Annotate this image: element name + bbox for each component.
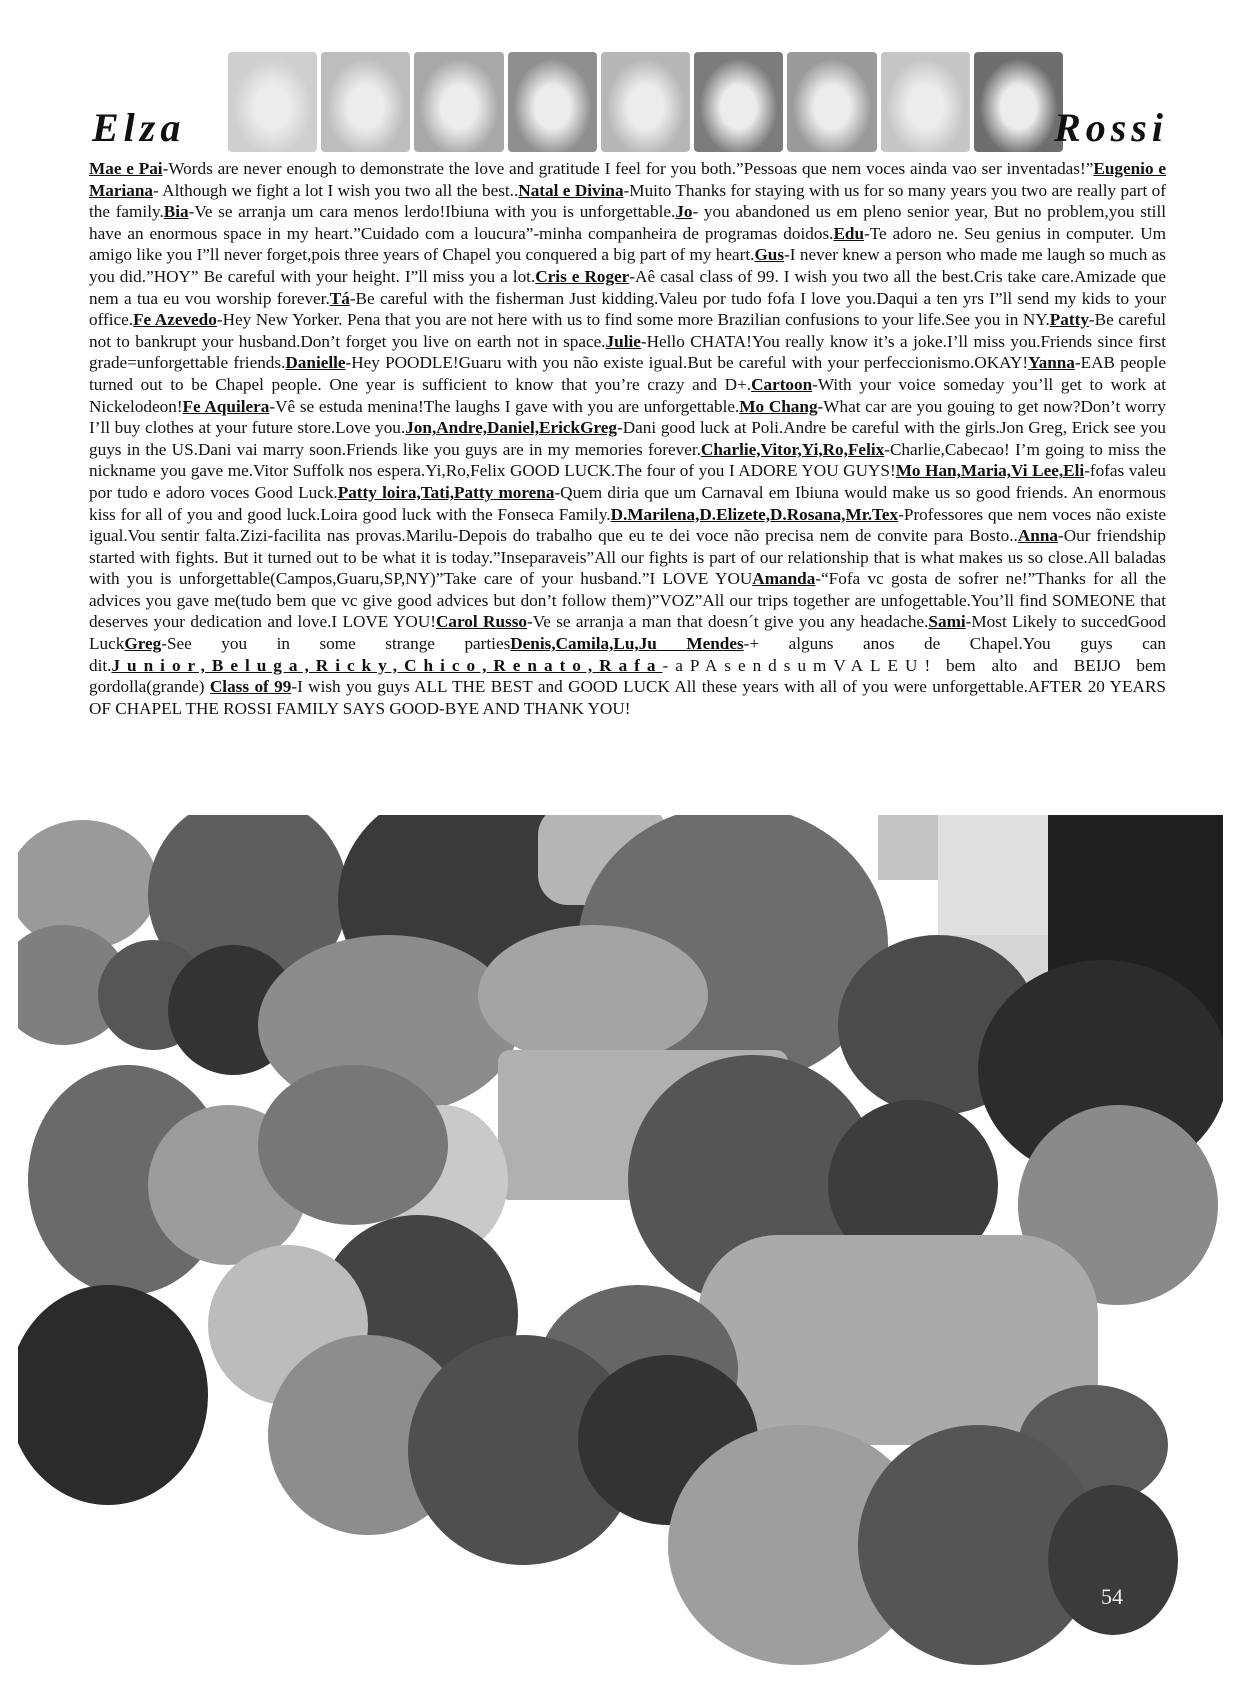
recipient-name: Jon,Andre,Daniel,ErickGreg <box>405 418 618 438</box>
photo <box>878 815 938 880</box>
recipient-name: Natal e Divina <box>518 180 624 200</box>
recipient-name: Cartoon <box>751 374 813 394</box>
recipient-name: Denis,Camila,Lu,Ju Mendes <box>510 634 744 654</box>
message-text: -fofas valeu por tudo e adoro voces Good Luck. <box>89 461 1166 502</box>
recipient-name: Tá <box>329 288 350 308</box>
recipient-name: Eugenio e Mariana <box>89 159 1166 200</box>
message-text: - you abandoned us em pleno senior year, But no problem,you still have an enormous space in my heart.”Cuidado com a loucura”-minha companheira de programas doidos. <box>89 202 1166 243</box>
message-text: -Charlie,Cabecao! I’m going to miss the nickname you gave me.Vitor Suffolk nos espera.Yi,Ro,Felix GOOD LUCK.The four of you I ADORE YOU GUYS! <box>89 439 1166 481</box>
recipient-name: Amanda <box>752 569 816 589</box>
recipient-name: Julie <box>605 331 641 351</box>
photo <box>1048 1485 1178 1635</box>
message-text: -Ve se arranja um cara menos lerdo!Ibiuna with you is unforgettable. <box>188 202 676 222</box>
spaced-names <box>111 656 924 675</box>
recipient-name: Cris e Roger <box>535 266 630 286</box>
baby-photo <box>694 52 783 152</box>
page-header <box>88 52 1168 152</box>
message-text: -Te adoro ne. Seu genius in computer. Um amigo like you I”ll never forget,pois three years of Chapel you conquered a big part of my heart. <box>89 223 1166 265</box>
closing-text: -I wish you guys ALL THE BEST and GOOD LUCK All these years with all of you were unforgettable.AFTER 20 YEARS OF CHAPEL THE ROSSI FAMILY SAYS GOOD-BYE AND THANK YOU! <box>89 677 1166 718</box>
message-text: -Professores que nem voces não existe igual.Vou sentir falta.Zizi-facilita nas provas.Marilu-Depois do trabalho que eu te dei voce não precisa nem de convite para Bosto.. <box>89 504 1166 546</box>
class-name: Class of 99 <box>209 677 292 697</box>
recipient-name: Gus <box>754 245 785 265</box>
recipient-name: Sami <box>928 612 966 632</box>
baby-photo <box>881 52 970 152</box>
baby-photo <box>508 52 597 152</box>
photo <box>18 1285 208 1505</box>
dedication-letter <box>89 158 1166 806</box>
letter-segments <box>89 159 1166 675</box>
recipient-name: Edu <box>833 223 865 243</box>
baby-photo <box>321 52 410 152</box>
letter-paragraph <box>89 158 1166 719</box>
message-text: -Hey POODLE!Guaru with you não existe igual.But be careful with your perfeccionismo.OKAY! <box>345 353 1029 373</box>
photo <box>478 925 708 1065</box>
baby-photo <box>974 52 1063 152</box>
message-text: -Ve se arranja a man that doesn´t give you any headache. <box>526 612 929 632</box>
first-name: Elza <box>92 105 186 150</box>
message-text: -What car are you gouing to get now?Don’t worry I’ll buy clothes at your future store.Love you. <box>89 396 1166 438</box>
after-spaced-text: ! bem alto and BEIJO bem gordolla(grande) <box>89 655 1166 697</box>
recipient-name: Mo Chang <box>739 396 818 416</box>
page-number: 54 <box>1101 1584 1123 1609</box>
message-text: -Quem diria que um Carnaval em Ibiuna would make us so good friends. An enormous kiss for all of you and good luck.Loira good luck with the Fonseca Family. <box>89 482 1166 524</box>
message-text: -Aê casal class of 99. I wish you two all the best.Cris take care.Amizade que nem a tua eu vou worship forever. <box>89 266 1166 308</box>
spaced-names-text: Junior,Beluga,Ricky,Chico,Renato,Rafa <box>111 655 663 675</box>
spaced-tail: -aPAsendsumVALEU <box>662 655 925 675</box>
message-text: -See you in some strange parties <box>161 634 511 654</box>
baby-photo <box>414 52 503 152</box>
baby-photo <box>601 52 690 152</box>
photo <box>258 1065 448 1225</box>
message-text: -Hey New Yorker. Pena that you are not here with us to find some more Brazilian confusions to your life.See you in NY. <box>216 310 1050 330</box>
message-text: - Although we fight a lot I wish you two all the best.. <box>152 180 519 200</box>
recipient-name: D.Marilena,D.Elizete,D.Rosana,Mr.Tex <box>610 504 899 524</box>
message-text: -Muito Thanks for staying with us for so many years you two are really part of the family. <box>89 180 1166 222</box>
recipient-name: Carol Russo <box>435 612 527 632</box>
photo-collage <box>18 815 1223 1670</box>
recipient-name: Greg <box>124 634 162 654</box>
message-text: -Hello CHATA!You really know it’s a joke.I’ll miss you.Friends since first grade=unforgettable friends. <box>89 331 1166 373</box>
photo <box>938 815 1048 935</box>
message-text: -+ alguns anos de Chapel.You guys can dit. <box>89 634 1166 675</box>
recipient-name: Bia <box>163 202 189 222</box>
message-text: -Most Likely to succedGood Luck <box>89 612 1166 654</box>
recipient-name: Patty <box>1049 310 1089 330</box>
message-text: -EAB people turned out to be Chapel people. One year is sufficient to know that you’re crazy and D+. <box>89 353 1166 394</box>
yearbook-label: Yearbook 99 <box>46 1581 166 1607</box>
message-text: -Dani good luck at Poli.Andre be careful with the girls.Jon Greg, Erick see you guys in the US.Dani vai marry soon.Friends like you guys are in my memories forever. <box>89 418 1166 459</box>
recipient-name: Fe Aquilera <box>182 396 270 416</box>
baby-photo <box>228 52 317 152</box>
last-name: Rossi <box>1054 105 1168 150</box>
message-text: -With your voice someday you’ll get to work at Nickelodeon! <box>89 374 1166 416</box>
message-text: -Be careful with the fisherman Just kidding.Valeu por tudo fofa I love you.Daqui a ten yrs I”ll send my kids to your office. <box>89 288 1166 330</box>
message-text: -“Fofa vc gosta de sofrer ne!”Thanks for all the advices you gave me(tudo bem que vc give good advices but don’t follow them)”VOZ”All our trips together are unfogettable.You’ll find SOMEONE that deserves your dedication and love.I LOVE YOU! <box>89 569 1166 632</box>
message-text: -Our friendship started with fights. But it turned out to be what it is today.”Inseparaveis”All our fights is part of our relationship that is what makes us so close.All baladas with you is unforgettable(Campos,Guaru,SP,NY)”Take care of your husband.”I LOVE YOU <box>89 526 1166 589</box>
recipient-name: Mo Han,Maria,Vi Lee,Eli <box>895 461 1085 481</box>
recipient-name: Anna <box>1017 526 1058 546</box>
message-text: -I never knew a person who made me laugh so much as you did.”HOY” Be careful with your height. I”ll miss you a lot. <box>89 245 1166 286</box>
baby-photo <box>787 52 876 152</box>
message-text: -Words are never enough to demonstrate the love and gratitude I feel for you both.”Pessoas que nem voces ainda vao ser inventadas!” <box>162 159 1094 178</box>
recipient-name: Charlie,Vitor,Yi,Ro,Felix <box>700 439 885 459</box>
baby-photo-strip <box>228 52 1063 152</box>
recipient-name: Jo <box>675 202 693 222</box>
message-text: -Be careful not to bankrupt your husband.Don’t forget you live on earth not in space. <box>89 310 1166 351</box>
message-text: -Vê se estuda menina!The laughs I gave with you are unforgettable. <box>269 396 740 416</box>
recipient-name: Fe Azevedo <box>133 310 217 330</box>
recipient-name: Patty loira,Tati,Patty morena <box>337 482 555 502</box>
recipient-name: Mae e Pai <box>89 159 163 178</box>
recipient-name: Yanna <box>1028 353 1075 373</box>
recipient-name: Danielle <box>285 353 346 373</box>
